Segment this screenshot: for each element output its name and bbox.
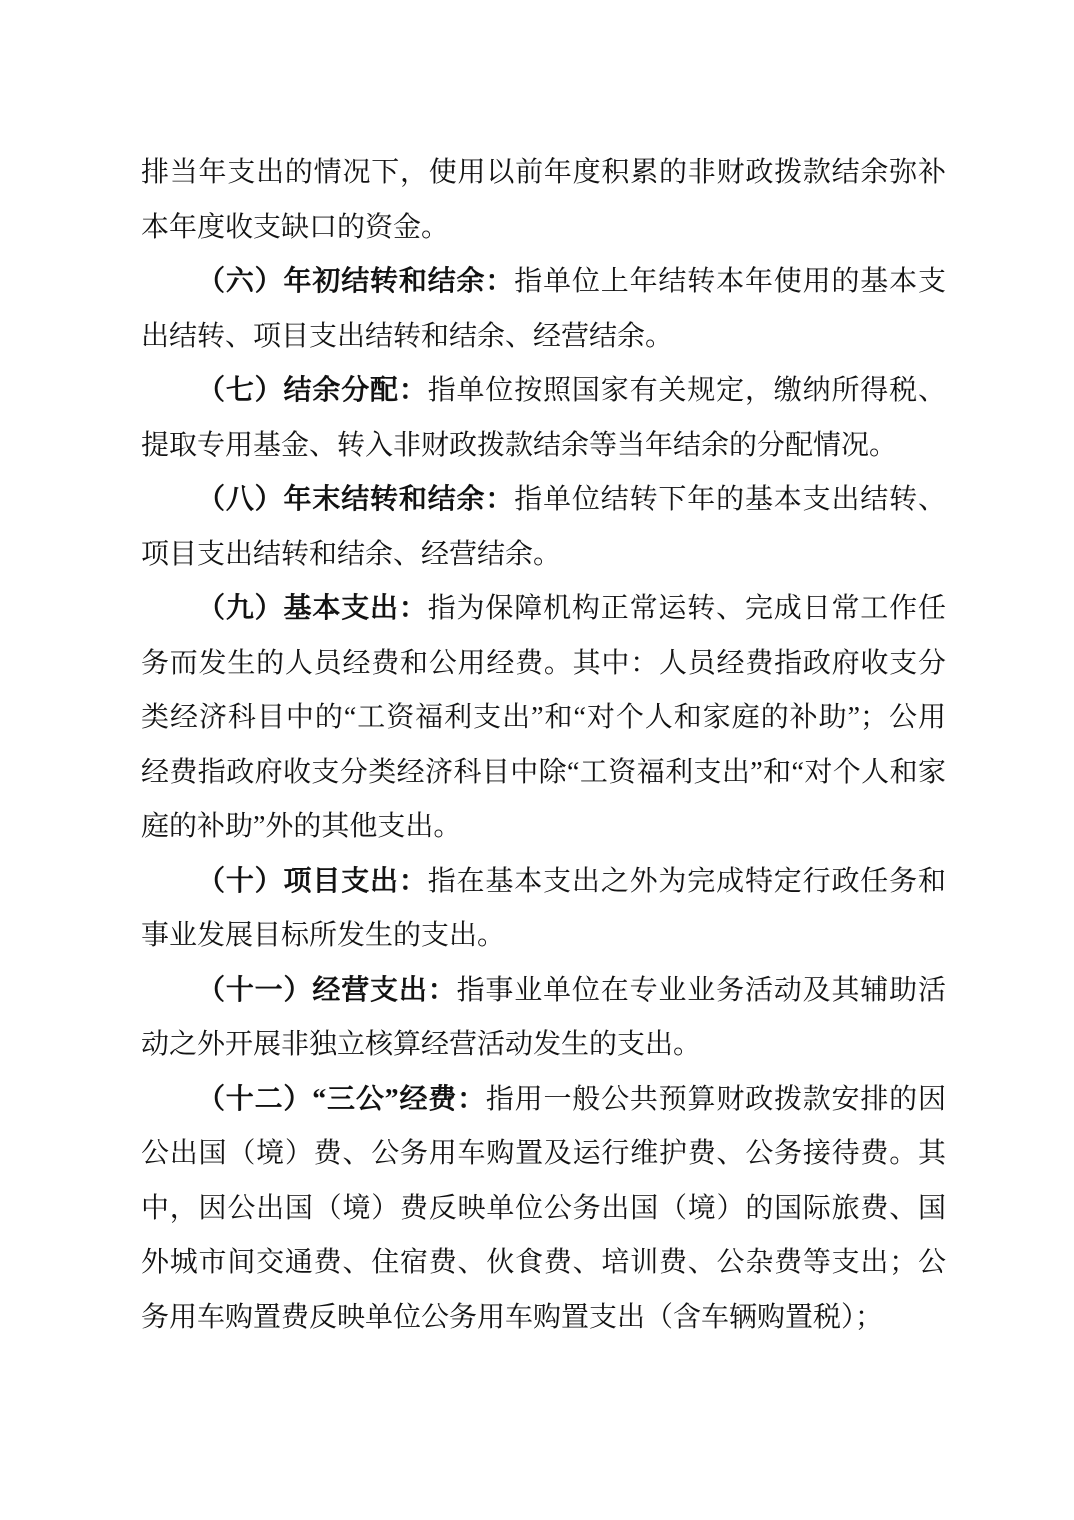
paragraph-carryover	[141, 146, 946, 255]
term-label-end-year-carryover: （八）年末结转和结余：	[197, 484, 515, 515]
paragraph-definition-7	[141, 364, 946, 473]
paragraph-text: 指在基本支出之外为完成特定行政任务和事业发展目标所发生的支出。	[141, 865, 946, 951]
term-label-basic-expenditure: （九）基本支出：	[197, 593, 428, 624]
paragraph-definition-6	[141, 255, 946, 364]
term-label-operating-expenditure: （十一）经营支出：	[197, 974, 457, 1006]
paragraph-text: 指用一般公共预算财政拨款安排的因公出国（境）费、公务用车购置及运行维护费、公务接待费。其中，因公出国（境）费反映单位公务出国（境）的国际旅费、国外城市间交通费、住宿费、伙食费、培训费、公杂费等支出；公务用车购置费反映单位公务用车购置支出（含车辆购置税）；	[141, 1083, 946, 1333]
paragraph-text: 指单位按照国家有关规定，缴纳所得税、提取专用基金、转入非财政拨款结余等当年结余的分配情况。	[141, 375, 946, 461]
term-label-three-public-funds: （十二）“三公”经费：	[197, 1083, 486, 1115]
paragraph-definition-12	[141, 1073, 946, 1346]
term-label-project-expenditure: （十）项目支出：	[197, 865, 428, 897]
document-text-block	[141, 146, 946, 1345]
paragraph-definition-8	[141, 473, 946, 582]
paragraph-text: 排当年支出的情况下，使用以前年度积累的非财政拨款结余弥补本年度收支缺口的资金。	[141, 157, 946, 243]
paragraph-text: 指单位结转下年的基本支出结转、项目支出结转和结余、经营结余。	[141, 484, 946, 570]
paragraph-text: 指事业单位在专业业务活动及其辅助活动之外开展非独立核算经营活动发生的支出。	[141, 974, 946, 1060]
paragraph-text: 指为保障机构正常运转、完成日常工作任务而发生的人员经费和公用经费。其中：人员经费指政府收支分类经济科目中的“工资福利支出”和“对个人和家庭的补助”；公用经费指政府收支分类经济科目中除“工资福利支出”和“对个人和家庭的补助”外的其他支出。	[141, 593, 946, 842]
term-label-begin-year-carryover: （六）年初结转和结余：	[197, 266, 515, 297]
paragraph-definition-10	[141, 855, 946, 964]
term-label-surplus-distribution: （七）结余分配：	[197, 375, 428, 406]
paragraph-definition-9	[141, 582, 946, 855]
paragraph-text: 指单位上年结转本年使用的基本支出结转、项目支出结转和结余、经营结余。	[141, 266, 946, 352]
paragraph-definition-11	[141, 964, 946, 1073]
